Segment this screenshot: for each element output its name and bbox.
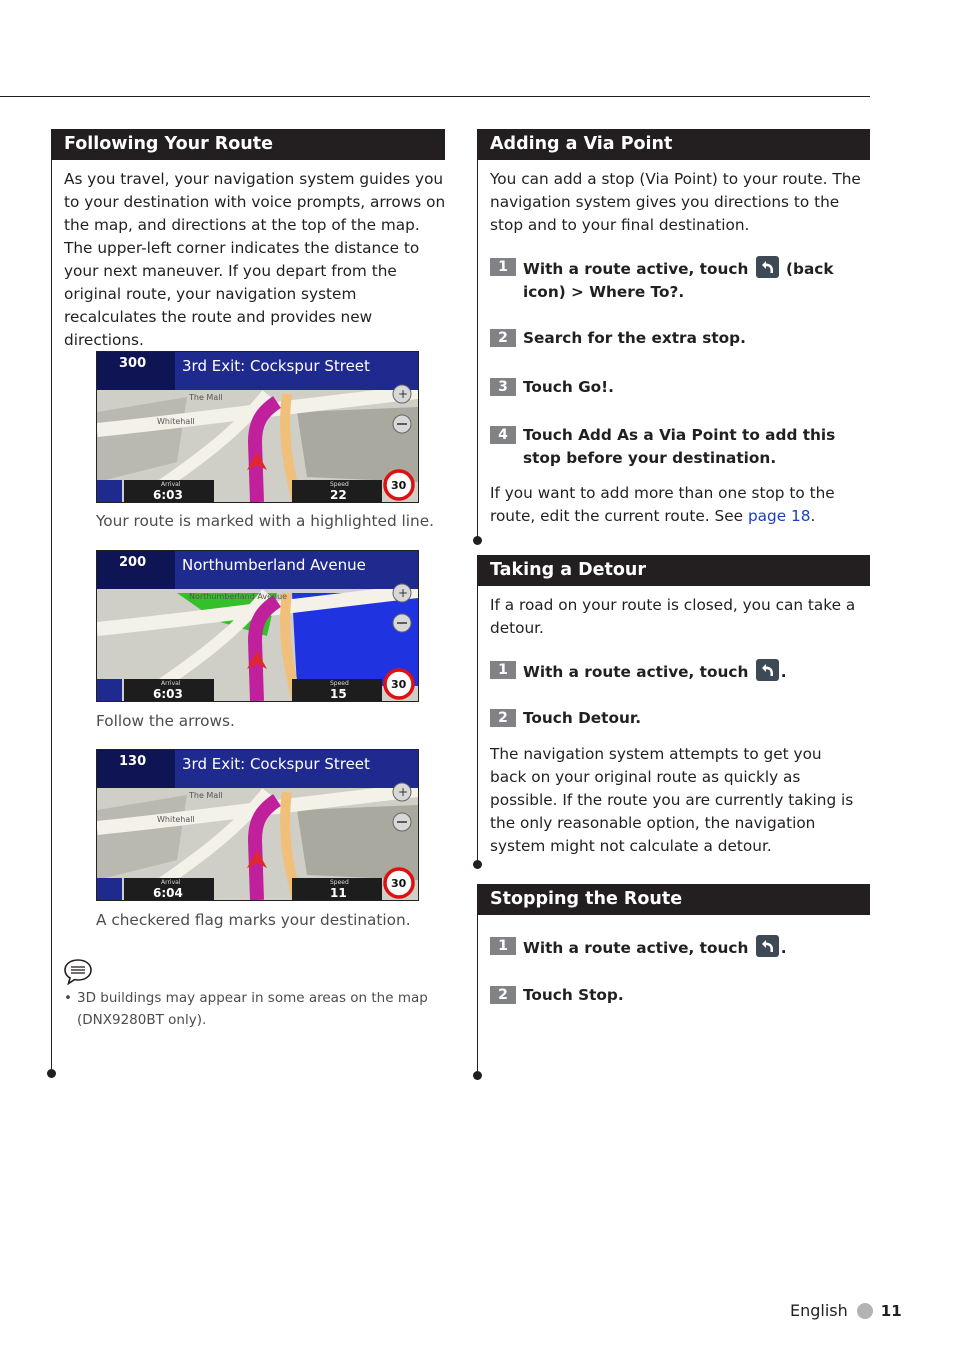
back-button bbox=[97, 878, 122, 900]
back-icon[interactable] bbox=[756, 935, 779, 957]
stop-step-2-number: 2 bbox=[490, 986, 516, 1004]
stopping-route-heading: Stopping the Route bbox=[478, 884, 870, 915]
footer-language: English bbox=[790, 1301, 848, 1320]
road-label: Whitehall bbox=[157, 417, 195, 426]
note-bullet: • bbox=[64, 990, 72, 1006]
speed-value: 11 bbox=[330, 886, 347, 900]
detour-outro: The navigation system attempts to get you back on your original route as quickly as possible. If the route you are currently taking is the only reasonable option, the navigation system might not calculate a detour. bbox=[490, 745, 854, 855]
road-label: Northumberland Avenue bbox=[189, 592, 288, 601]
left-column-end-dot bbox=[47, 1069, 56, 1078]
detour-step-2 bbox=[490, 707, 868, 730]
detour-end-dot bbox=[473, 860, 482, 869]
detour-step-1-text: With a route active, touch bbox=[523, 663, 749, 681]
arrival-label: Arrival bbox=[161, 481, 181, 488]
via-step-4 bbox=[490, 424, 868, 470]
distance-readout: 130 bbox=[119, 754, 147, 769]
via-point-heading: Adding a Via Point bbox=[478, 129, 870, 160]
via-step-2-number: 2 bbox=[490, 329, 516, 347]
stop-step-2 bbox=[490, 984, 868, 1007]
detour-column-rule bbox=[477, 555, 478, 865]
back-icon[interactable] bbox=[756, 659, 779, 681]
stop-end-dot bbox=[473, 1071, 482, 1080]
map-screen-2 bbox=[96, 550, 419, 702]
road-label: Whitehall bbox=[157, 815, 195, 824]
following-route-intro: As you travel, your navigation system guides you to your destination with voice prompts, arrows on the map, and directions at the top of the map. The upper-left corner indicates the distance to your next maneuver. If you depart from the original route, your navigation system recalculates the route and provides new directions. bbox=[64, 170, 446, 349]
detour-step-2-number: 2 bbox=[490, 709, 516, 727]
via-step-2 bbox=[490, 327, 868, 350]
note-icon bbox=[63, 958, 93, 990]
back-icon[interactable] bbox=[756, 256, 779, 278]
via-step-1-number: 1 bbox=[490, 258, 516, 276]
via-step-4-text: Touch Add As a Via Point to add this stop before your destination. bbox=[523, 426, 836, 467]
via-point-outro bbox=[490, 482, 860, 528]
speed-label: Speed bbox=[330, 879, 349, 886]
arrival-time: 6:03 bbox=[153, 687, 183, 701]
via-point-intro: You can add a stop (Via Point) to your route. The navigation system gives you directions to the stop and to your final destination. bbox=[490, 170, 861, 234]
via-outro-end: . bbox=[810, 507, 816, 525]
via-step-2-text: Search for the extra stop. bbox=[523, 329, 746, 347]
arrival-time: 6:03 bbox=[153, 488, 183, 502]
back-button bbox=[97, 480, 122, 502]
speed-limit-value: 30 bbox=[391, 877, 407, 890]
next-street: Northumberland Avenue bbox=[182, 556, 366, 574]
arrival-time: 6:04 bbox=[153, 886, 183, 900]
arrival-label: Arrival bbox=[161, 879, 181, 886]
detour-intro: If a road on your route is closed, you can take a detour. bbox=[490, 596, 856, 637]
map-canvas bbox=[97, 352, 418, 502]
detour-heading: Taking a Detour bbox=[478, 555, 870, 586]
speed-label: Speed bbox=[330, 680, 349, 687]
top-rule bbox=[0, 96, 870, 97]
map-canvas bbox=[97, 750, 418, 900]
via-step-1-tail: (back icon) > Where To?. bbox=[523, 260, 834, 301]
via-step-4-number: 4 bbox=[490, 426, 516, 444]
page-number: 11 bbox=[880, 1301, 902, 1320]
next-street: 3rd Exit: Cockspur Street bbox=[182, 357, 370, 375]
speed-limit-value: 30 bbox=[391, 479, 407, 492]
road-label: The Mall bbox=[189, 791, 223, 800]
speed-label: Speed bbox=[330, 481, 349, 488]
following-route-heading: Following Your Route bbox=[52, 129, 445, 160]
next-street: 3rd Exit: Cockspur Street bbox=[182, 755, 370, 773]
map-screen-3 bbox=[96, 749, 419, 901]
zoom-in-icon: + bbox=[398, 387, 409, 401]
zoom-in-icon: + bbox=[398, 586, 409, 600]
stop-step-1-tail: . bbox=[780, 939, 787, 957]
zoom-in-icon: + bbox=[398, 785, 409, 799]
via-outro-text: If you want to add more than one stop to the route, edit the current route. See bbox=[490, 484, 835, 525]
speed-limit-value: 30 bbox=[391, 678, 407, 691]
left-column-rule bbox=[51, 129, 52, 1073]
via-end-dot bbox=[473, 536, 482, 545]
map-caption-2: Follow the arrows. bbox=[96, 712, 235, 730]
map-screen-1 bbox=[96, 351, 419, 503]
arrival-label: Arrival bbox=[161, 680, 181, 687]
page-footer bbox=[790, 1301, 902, 1320]
via-column-rule bbox=[477, 129, 478, 539]
stop-step-1-number: 1 bbox=[490, 937, 516, 955]
page-link[interactable]: page 18 bbox=[747, 507, 811, 525]
distance-readout: 300 bbox=[119, 356, 147, 371]
map-caption-1: Your route is marked with a highlighted line. bbox=[96, 512, 434, 530]
distance-readout: 200 bbox=[119, 555, 147, 570]
stop-step-2-text: Touch Stop. bbox=[523, 986, 624, 1004]
stop-step-1 bbox=[490, 935, 868, 960]
via-step-3-text: Touch Go!. bbox=[523, 378, 614, 396]
note-body: 3D buildings may appear in some areas on the map (DNX9280BT only). bbox=[77, 990, 428, 1028]
road-label: The Mall bbox=[189, 393, 223, 402]
speed-value: 15 bbox=[330, 687, 347, 701]
via-step-1 bbox=[490, 256, 868, 304]
via-step-3 bbox=[490, 376, 868, 399]
detour-step-1 bbox=[490, 659, 868, 684]
via-step-3-number: 3 bbox=[490, 378, 516, 396]
map-canvas bbox=[97, 551, 418, 701]
stop-step-1-text: With a route active, touch bbox=[523, 939, 749, 957]
detour-step-1-tail: . bbox=[780, 663, 787, 681]
back-button bbox=[97, 679, 122, 701]
detour-step-2-text: Touch Detour. bbox=[523, 709, 642, 727]
footer-dot bbox=[857, 1303, 873, 1319]
detour-step-1-number: 1 bbox=[490, 661, 516, 679]
speed-value: 22 bbox=[330, 488, 347, 502]
via-step-1-text: With a route active, touch bbox=[523, 260, 749, 278]
map-caption-3: A checkered flag marks your destination. bbox=[96, 911, 411, 929]
note-text bbox=[64, 988, 434, 1031]
